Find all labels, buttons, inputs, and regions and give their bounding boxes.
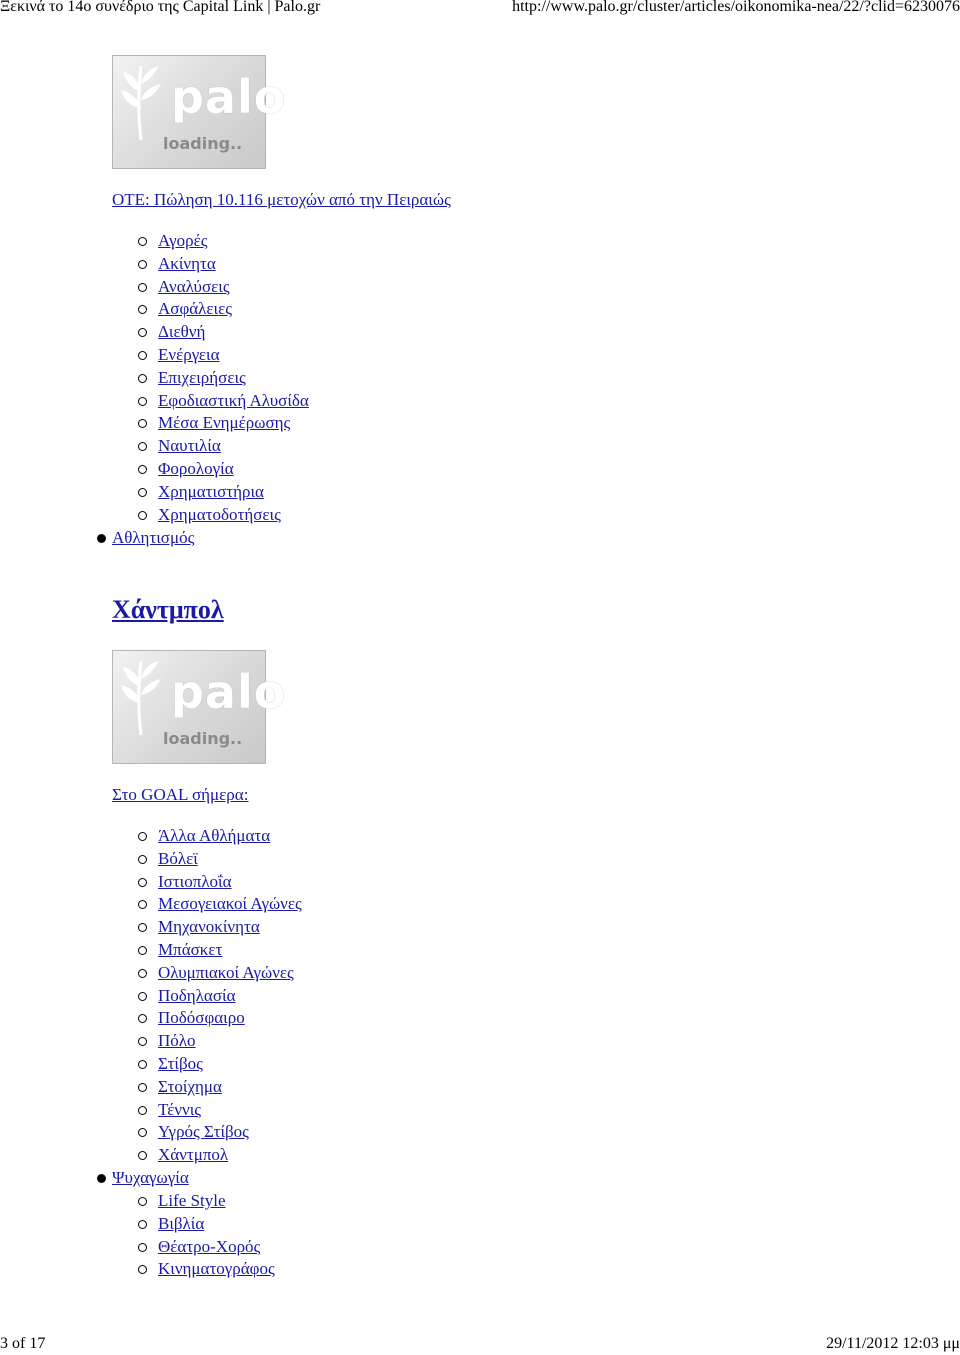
sports-subcategory-link[interactable]: Μπάσκετ: [158, 939, 223, 959]
entertainment-subcategory-link[interactable]: Κινηματογράφος: [158, 1259, 275, 1279]
bullet-icon: [97, 1174, 106, 1183]
logo-loading-text: loading..: [163, 134, 243, 153]
list-item: [112, 962, 302, 985]
sports-subcategory-link[interactable]: Πόλο: [158, 1031, 196, 1051]
list-item: [112, 1190, 275, 1213]
list-item: [112, 985, 302, 1008]
palo-logo-image: [112, 55, 287, 169]
sports-subcategory-link[interactable]: Ιστιοπλοΐα: [158, 871, 232, 891]
list-item: [112, 230, 309, 253]
list-item: [112, 1144, 302, 1167]
article-link[interactable]: ΟΤΕ: Πώληση 10.116 μετοχών από την Πειραιώς: [112, 190, 451, 209]
list-item: [112, 1213, 275, 1236]
list-item: [112, 848, 302, 871]
logo-wordmark: palo: [171, 665, 287, 719]
sports-subcategory-link[interactable]: Ποδόσφαιρο: [158, 1008, 245, 1028]
list-item: [112, 412, 309, 435]
sports-subcategory-link[interactable]: Ποδηλασία: [158, 985, 236, 1005]
sports-subcategory-link[interactable]: Άλλα Αθλήματα: [158, 826, 271, 845]
category-link-sports[interactable]: Αθλητισμός: [112, 528, 195, 547]
list-item: [112, 1121, 302, 1144]
sports-subcategory-link[interactable]: Υγρός Στίβος: [158, 1122, 249, 1142]
sports-subcategory-link[interactable]: Μεσογειακοί Αγώνες: [158, 894, 302, 914]
list-item: [112, 825, 302, 848]
logo-loading-text: loading..: [163, 729, 243, 748]
economy-subcategory-link[interactable]: Εφοδιαστική Αλυσίδα: [158, 390, 309, 410]
entertainment-subcategory-link[interactable]: Θέατρο-Χορός: [158, 1236, 261, 1256]
goal-link[interactable]: Στο GOAL σήμερα:: [112, 785, 249, 804]
print-datetime: 29/11/2012 12:03 μμ: [826, 1335, 960, 1352]
logo-wordmark: palo: [171, 70, 287, 124]
page-header-title: Ξεκινά το 14ο συνέδριο της Capital Link | Palo.gr: [0, 0, 321, 15]
sports-subcategory-link[interactable]: Στίβος: [158, 1053, 203, 1073]
economy-subcategory-link[interactable]: Μέσα Ενημέρωσης: [158, 413, 291, 433]
list-item: [112, 276, 309, 299]
economy-subcategory-link[interactable]: Επιχειρήσεις: [158, 367, 246, 387]
entertainment-subcategory-list: [112, 1190, 275, 1281]
economy-subcategory-link[interactable]: Διεθνή: [158, 322, 206, 342]
list-item: [112, 871, 302, 894]
list-item: [112, 939, 302, 962]
list-item: [112, 1236, 275, 1259]
economy-subcategory-list: [112, 230, 309, 526]
sports-subcategory-link[interactable]: Τέννις: [158, 1099, 202, 1119]
list-item: [112, 321, 309, 344]
list-item: [112, 298, 309, 321]
economy-subcategory-link[interactable]: Χρηματοδοτήσεις: [158, 504, 281, 524]
sports-subcategory-list: [112, 825, 302, 1167]
list-item: [112, 481, 309, 504]
page-header-url: http://www.palo.gr/cluster/articles/oikonomika-nea/22/?clid=6230076: [512, 0, 960, 15]
list-item: [112, 390, 309, 413]
sports-subcategory-link[interactable]: Στοίχημα: [158, 1076, 222, 1096]
sports-subcategory-link[interactable]: Μηχανοκίνητα: [158, 917, 260, 937]
list-item: [112, 253, 309, 276]
list-item: [112, 344, 309, 367]
economy-subcategory-link[interactable]: Φορολογία: [158, 458, 234, 478]
list-item: [112, 435, 309, 458]
list-item: [112, 504, 309, 527]
economy-subcategory-link[interactable]: Χρηματιστήρια: [158, 481, 264, 501]
entertainment-subcategory-link[interactable]: Βιβλία: [158, 1213, 205, 1233]
list-item: [112, 458, 309, 481]
list-item: [112, 1053, 302, 1076]
page-counter: 3 of 17: [0, 1335, 46, 1352]
list-item: [112, 1076, 302, 1099]
list-item: [112, 1007, 302, 1030]
economy-subcategory-link[interactable]: Ενέργεια: [158, 344, 220, 364]
bullet-icon: [97, 534, 106, 543]
list-item: [112, 367, 309, 390]
leaf-icon: [121, 62, 161, 142]
entertainment-subcategory-link[interactable]: Life Style: [158, 1191, 226, 1210]
economy-subcategory-link[interactable]: Αγορές: [158, 231, 208, 250]
leaf-icon: [121, 657, 161, 737]
list-item: [112, 916, 302, 939]
economy-subcategory-link[interactable]: Ακίνητα: [158, 253, 216, 273]
economy-subcategory-link[interactable]: Ασφάλειες: [158, 299, 232, 319]
list-item: [112, 1099, 302, 1122]
category-link-entertainment[interactable]: Ψυχαγωγία: [112, 1168, 189, 1187]
economy-subcategory-link[interactable]: Ναυτιλία: [158, 436, 221, 456]
list-item: [112, 1258, 275, 1281]
section-title-handball[interactable]: Χάντμπολ: [112, 595, 224, 624]
palo-logo-image: [112, 650, 287, 764]
list-item: [112, 1030, 302, 1053]
sports-subcategory-link[interactable]: Ολυμπιακοί Αγώνες: [158, 962, 294, 982]
sports-subcategory-link[interactable]: Βόλεϊ: [158, 848, 198, 868]
sports-subcategory-link[interactable]: Χάντμπολ: [158, 1145, 229, 1165]
list-item: [112, 893, 302, 916]
economy-subcategory-link[interactable]: Αναλύσεις: [158, 276, 230, 296]
